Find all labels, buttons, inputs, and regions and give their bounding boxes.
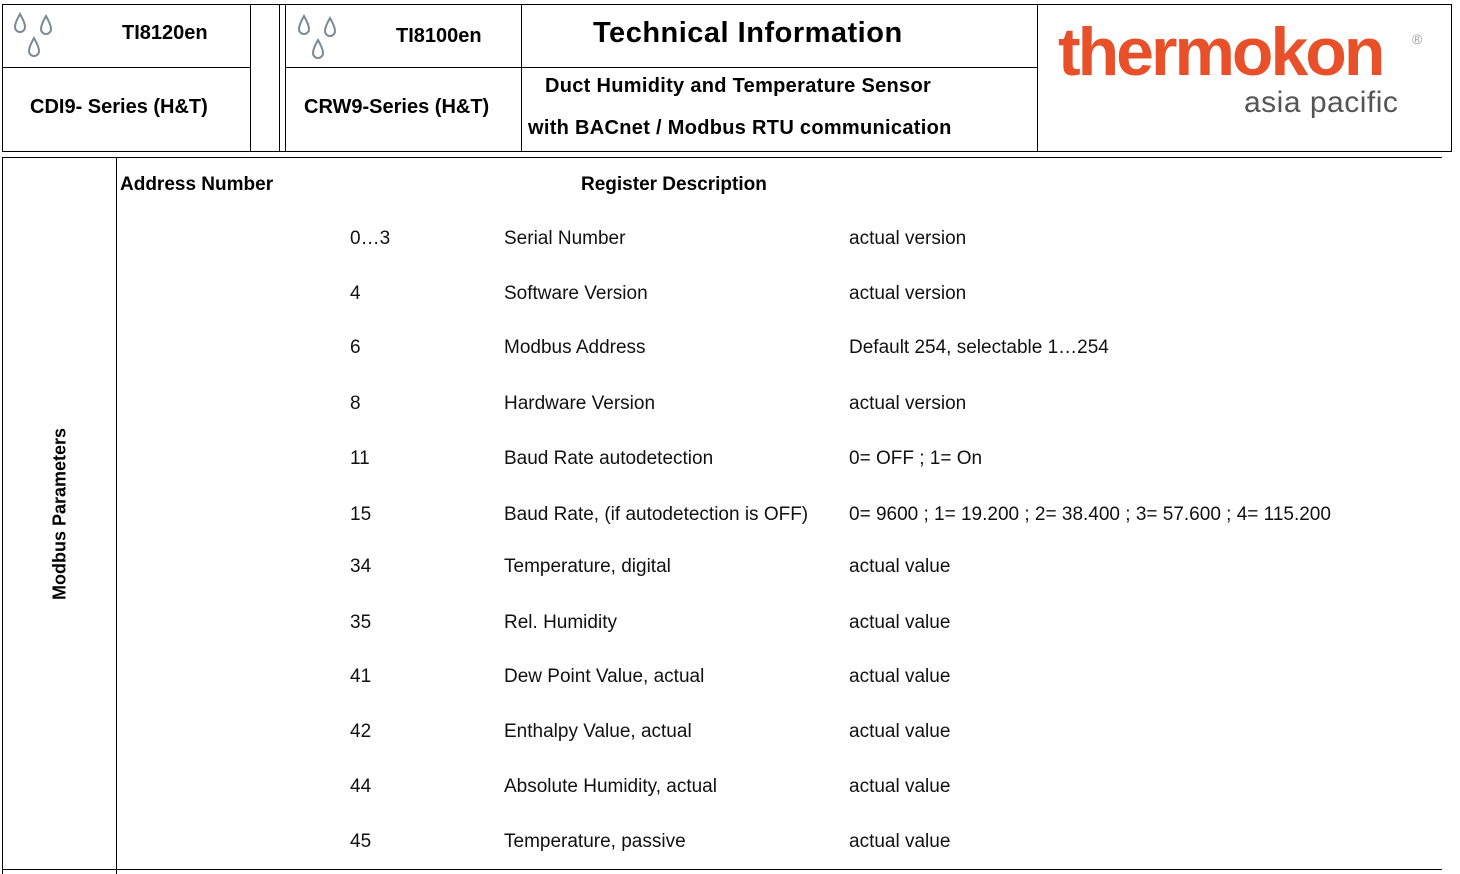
header-vline-4 — [521, 4, 522, 152]
table-section-divider — [116, 157, 117, 874]
register-address: 34 — [350, 556, 372, 577]
register-value: actual value — [849, 612, 951, 633]
register-address: 41 — [350, 666, 372, 687]
register-address: 0…3 — [350, 228, 391, 249]
register-value: 0= 9600 ; 1= 19.200 ; 2= 38.400 ; 3= 57.600 ; 4= 115.200 — [849, 504, 1331, 525]
header-vline-1 — [250, 4, 251, 152]
subtitle-line-2: with BACnet / Modbus RTU communication — [528, 117, 952, 139]
register-address: 15 — [350, 504, 372, 525]
header-vline-5 — [1037, 4, 1038, 152]
header-divider-3 — [521, 67, 1037, 68]
header-bottom-border — [2, 151, 1452, 152]
register-address: 35 — [350, 612, 372, 633]
header-vline-3 — [285, 4, 286, 152]
register-value: Default 254, selectable 1…254 — [849, 337, 1109, 358]
water-drops-icon — [296, 14, 342, 64]
header-left-border — [2, 4, 3, 152]
register-name: Software Version — [504, 283, 648, 304]
column-header-register: Register Description — [581, 174, 767, 195]
register-value: actual value — [849, 666, 951, 687]
register-address: 42 — [350, 721, 372, 742]
doc1-series: CDI9- Series (H&T) — [30, 96, 208, 118]
page-title: Technical Information — [593, 17, 903, 49]
subtitle-line-1: Duct Humidity and Temperature Sensor — [545, 75, 932, 97]
doc2-code: TI8100en — [396, 25, 482, 47]
doc2-series: CRW9-Series (H&T) — [304, 96, 490, 118]
header-vline-2 — [279, 4, 280, 152]
register-value: actual version — [849, 393, 967, 414]
register-name: Baud Rate autodetection — [504, 448, 714, 469]
company-logo-subtitle: asia pacific — [1244, 86, 1399, 119]
register-address: 11 — [350, 448, 370, 469]
register-name: Absolute Humidity, actual — [504, 776, 717, 797]
section-label: Modbus Parameters — [49, 427, 70, 601]
register-name: Modbus Address — [504, 337, 646, 358]
register-name: Dew Point Value, actual — [504, 666, 705, 687]
register-value: actual value — [849, 721, 951, 742]
registered-mark: ® — [1412, 31, 1423, 47]
company-logo: thermokon — [1058, 14, 1383, 90]
register-name: Temperature, digital — [504, 556, 671, 577]
register-value: actual value — [849, 776, 951, 797]
register-name: Hardware Version — [504, 393, 656, 414]
register-address: 45 — [350, 831, 372, 852]
register-name: Baud Rate, (if autodetection is OFF) — [504, 504, 809, 525]
table-bottom-border — [2, 869, 1442, 870]
register-address: 6 — [350, 337, 361, 358]
water-drops-icon — [12, 12, 58, 62]
register-name: Enthalpy Value, actual — [504, 721, 692, 742]
header-right-border — [1451, 4, 1452, 152]
register-value: actual value — [849, 556, 951, 577]
register-value: actual value — [849, 831, 951, 852]
table-top-border — [2, 157, 1442, 158]
register-address: 8 — [350, 393, 361, 414]
register-address: 44 — [350, 776, 372, 797]
register-name: Rel. Humidity — [504, 612, 617, 633]
register-value: 0= OFF ; 1= On — [849, 448, 983, 469]
register-value: actual version — [849, 283, 967, 304]
header-divider-1 — [2, 67, 250, 68]
register-name: Serial Number — [504, 228, 626, 249]
register-name: Temperature, passive — [504, 831, 686, 852]
register-address: 4 — [350, 283, 361, 304]
column-header-address: Address Number — [120, 174, 274, 195]
doc1-code: TI8120en — [122, 22, 208, 44]
register-value: actual version — [849, 228, 967, 249]
table-left-border — [2, 157, 3, 874]
header-divider-2 — [285, 67, 521, 68]
header-top-border — [2, 4, 1452, 5]
